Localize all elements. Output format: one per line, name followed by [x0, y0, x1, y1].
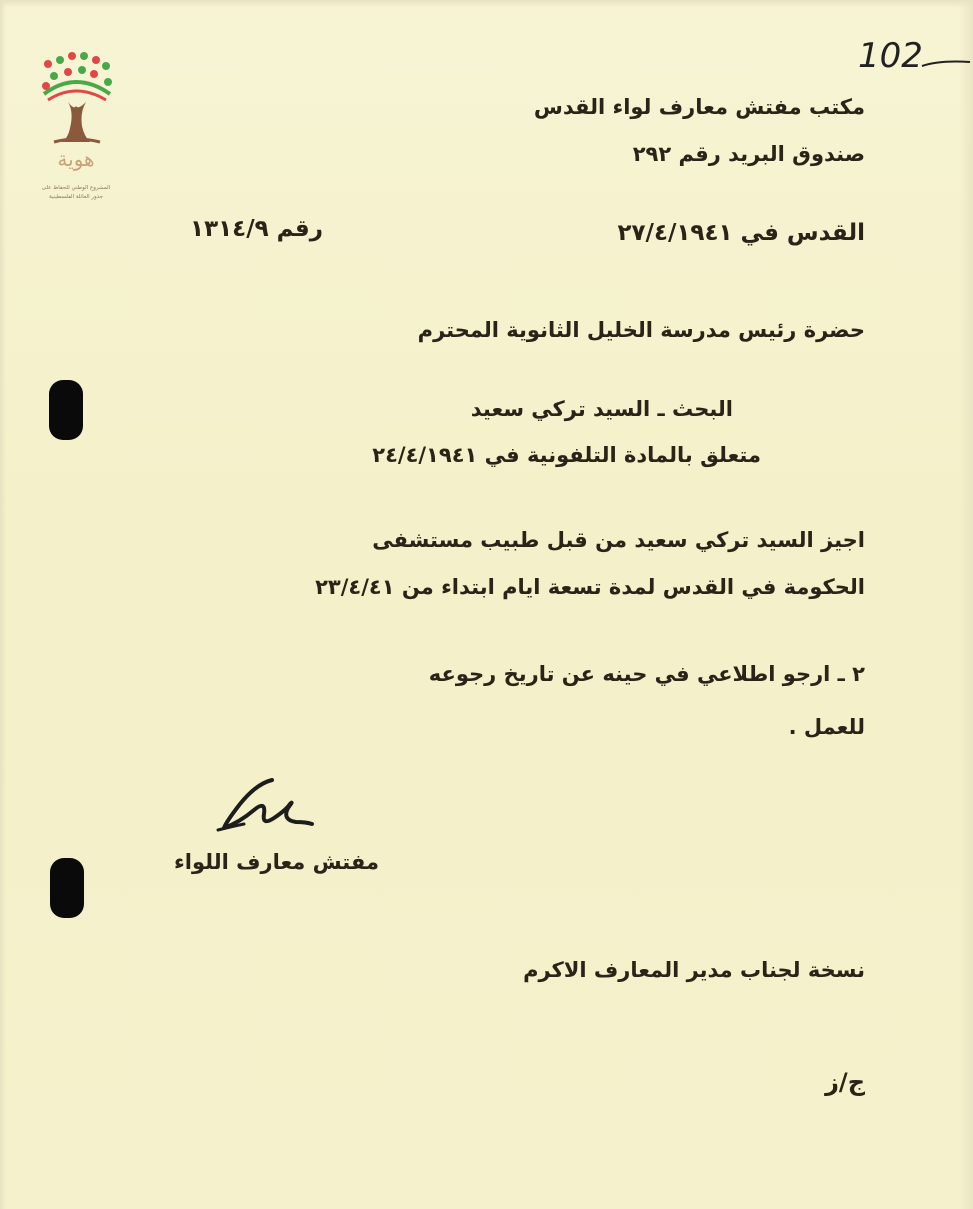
place-date: القدس في ٢٧/٤/١٩٤١ [617, 220, 865, 246]
page-number-underline [920, 58, 972, 70]
handwritten-signature [210, 770, 320, 840]
reference-number: رقم ١٣١٤/٩ [190, 216, 323, 242]
watermark-caption-line1: المشروع الوطني للحفاظ على [41, 185, 111, 191]
subject-line-1: البحث ـ السيد تركي سعيد [470, 397, 733, 421]
binder-hole-bottom [50, 858, 84, 918]
typist-initials: ج/ز [825, 1068, 865, 1096]
body-paragraph-1-line-1: اجيز السيد تركي سعيد من قبل طبيب مستشفى [372, 528, 865, 552]
paper-left-edge [0, 0, 6, 1209]
body-paragraph-2-line-2: للعمل . [788, 715, 865, 739]
office-header: مكتب مفتش معارف لواء القدس [533, 95, 865, 119]
paper-top-edge [0, 0, 973, 8]
body-paragraph-2-line-1: ٢ ـ ارجو اطلاعي في حينه عن تاريخ رجوعه [428, 662, 865, 686]
paper-right-edge [959, 0, 973, 1209]
copy-to: نسخة لجناب مدير المعارف الاكرم [523, 958, 865, 982]
signature-title: مفتش معارف اللواء [174, 850, 379, 874]
addressee: حضرة رئيس مدرسة الخليل الثانوية المحترم [417, 318, 865, 342]
watermark-caption-line2: جذور العائلة الفلسطينية [48, 194, 104, 200]
po-box: صندوق البريد رقم ٢٩٢ [632, 142, 865, 166]
subject-line-2: متعلق بالمادة التلفونية في ٢٤/٤/١٩٤١ [372, 443, 761, 467]
page-number: 102 [858, 36, 923, 76]
body-paragraph-1-line-2: الحكومة في القدس لمدة تسعة ايام ابتداء من ٢٣/٤/٤١ [315, 575, 865, 599]
watermark-logo-name: هوية [57, 147, 95, 171]
binder-hole-top [49, 380, 83, 440]
